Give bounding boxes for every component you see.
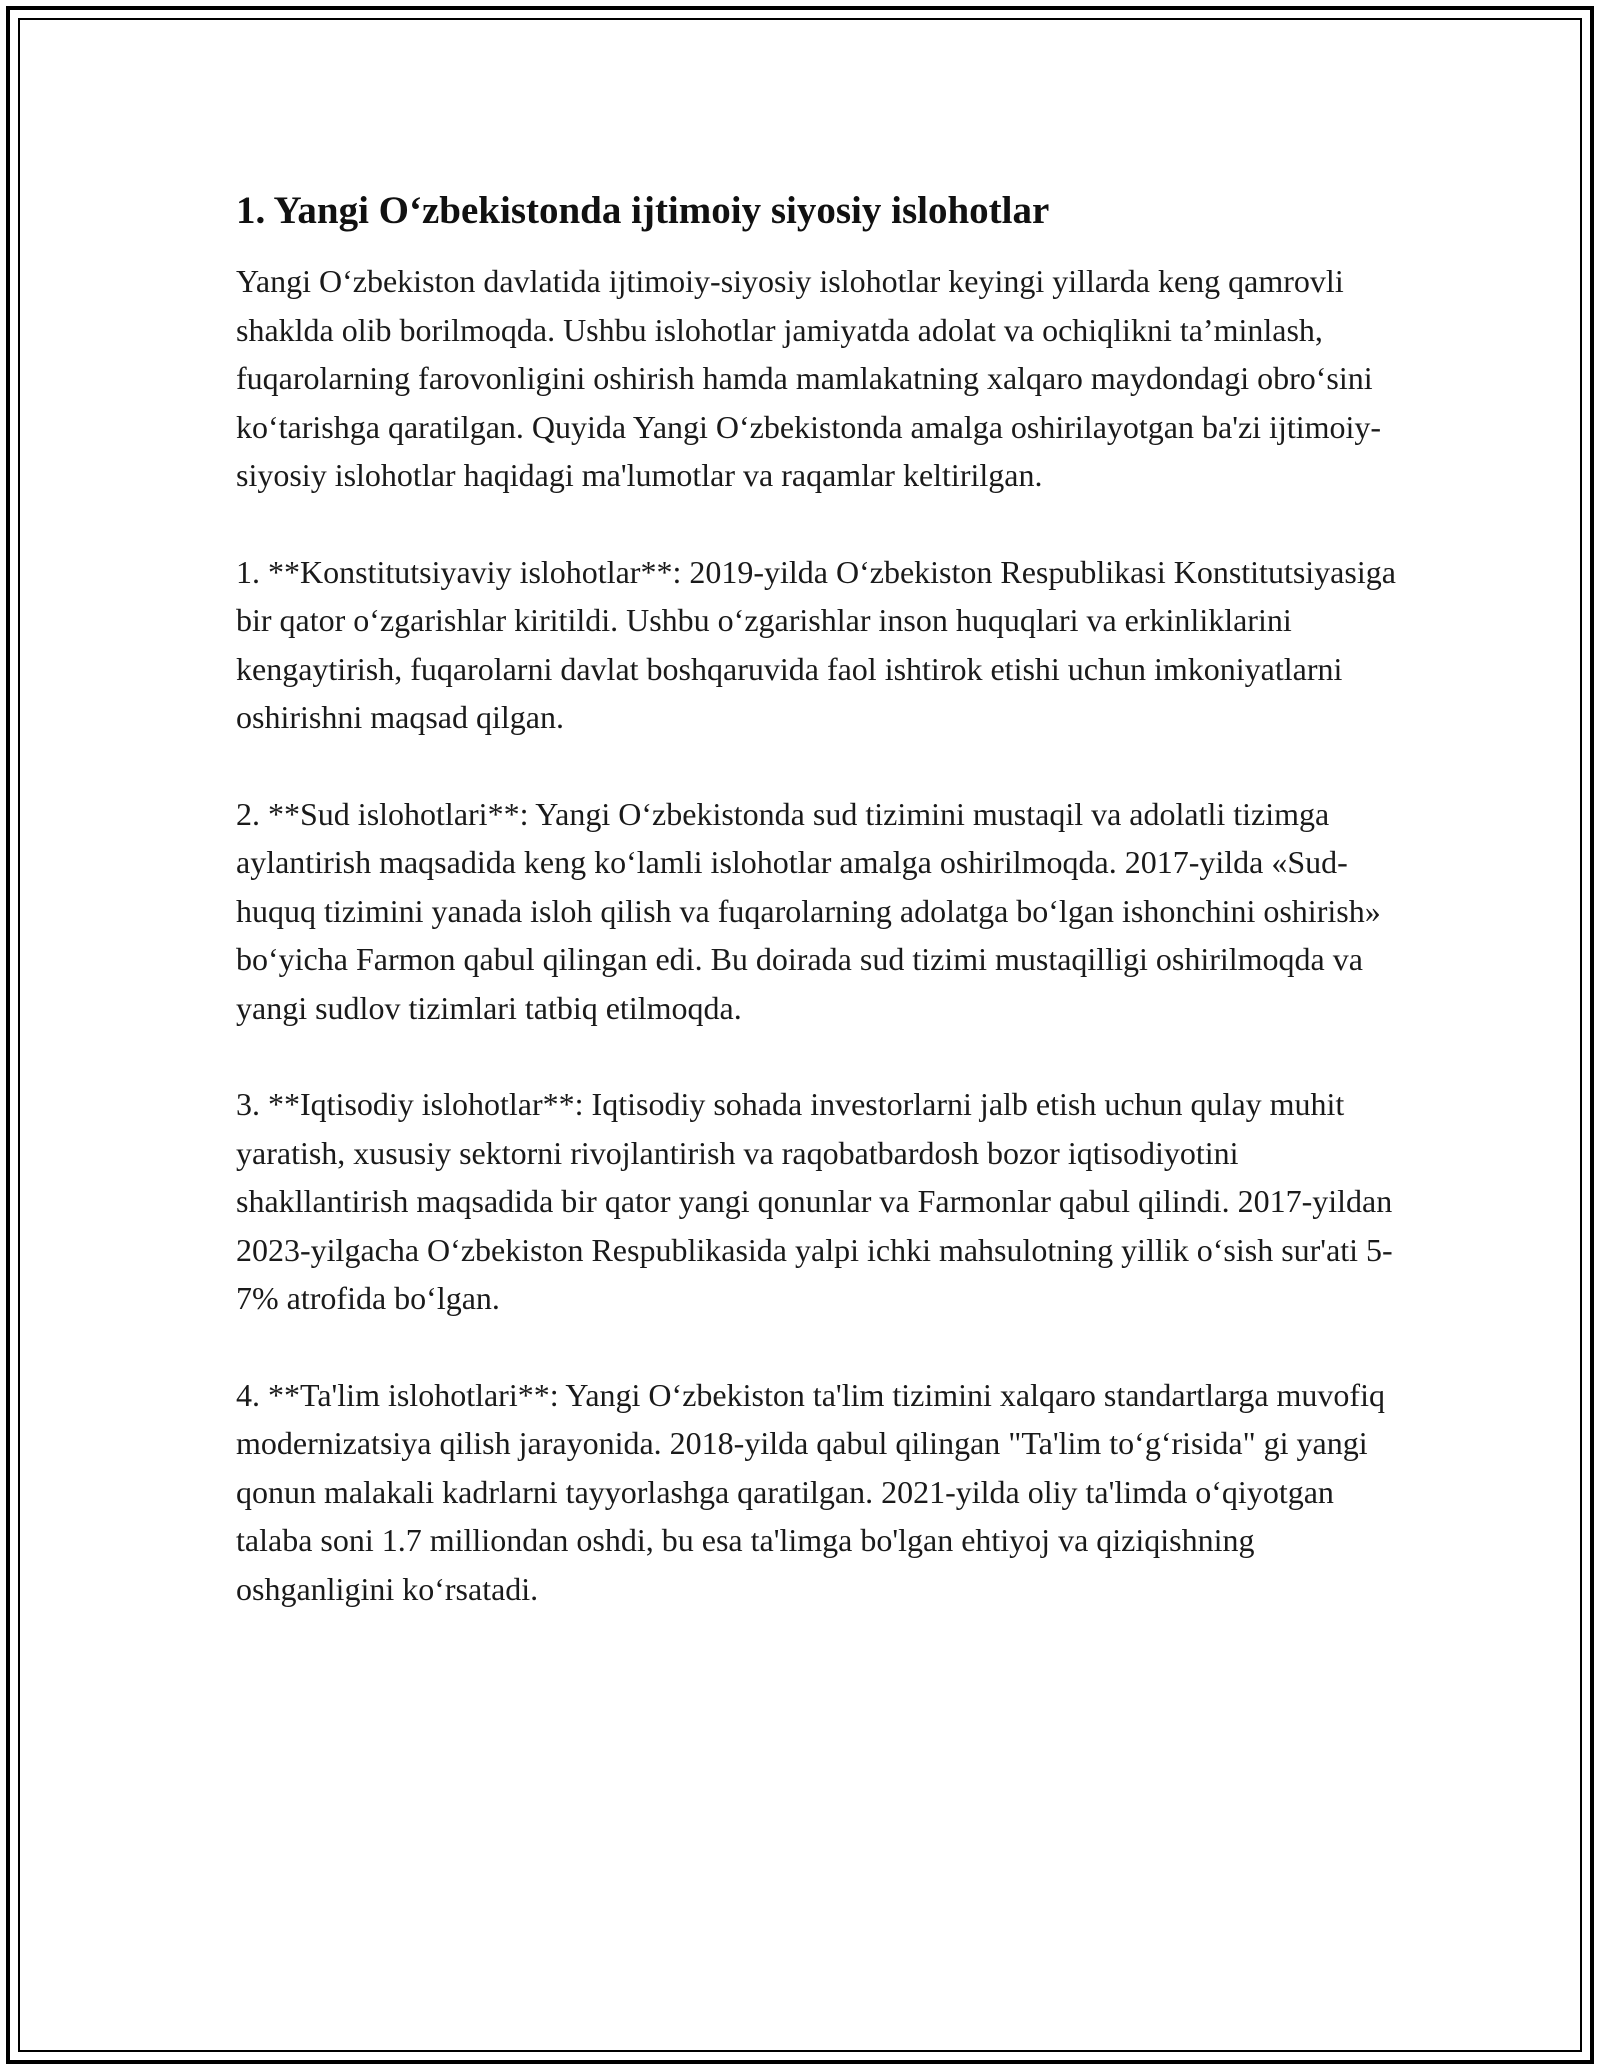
document-title: 1. Yangi O‘zbekistonda ijtimoiy siyosiy islohotlar: [236, 189, 1050, 232]
economic-reforms-paragraph: 3. **Iqtisodiy islohotlar**: Iqtisodiy sohada investorlarni jalb etish uchun qulay muhit yaratish, xususiy sektorni rivojlantirish va raqobatbardosh bozor iqtisodiyotini shakllantirish maqsadida bir qator yangi qonunlar va Farmonlar qabul qilindi. 2017-yildan 2023-yilgacha O‘zbekiston Respublikasida yalpi ichki mahsulotning yillik o‘sish sur'ati 5-7% atrofida bo‘lgan.: [236, 1086, 1393, 1316]
constitutional-reforms-paragraph: 1. **Konstitutsiyaviy islohotlar**: 2019-yilda O‘zbekiston Respublikasi Konstitutsiyasiga bir qator o‘zgarishlar kiritildi. Ushbu o‘zgarishlar inson huquqlari va erkinliklarini kengaytirish, fuqarolarni davlat boshqaruvida faol ishtirok etishi uchun imkoniyatlarni oshirishni maqsad qilgan.: [236, 553, 1396, 735]
intro-paragraph: Yangi O‘zbekiston davlatida ijtimoiy-siyosiy islohotlar keyingi yillarda keng qamrovli shaklda olib borilmoqda. Ushbu islohotlar jamiyatda adolat va ochiqlikni ta’minlash, fuqarolarning farovonligini oshirish hamda mamlakatning xalqaro maydondagi obro‘sini ko‘tarishga qaratilgan. Quyida Yangi O‘zbekistonda amalga oshirilayotgan ba'zi ijtimoiy-siyosiy islohotlar haqidagi ma'lumotlar va raqamlar keltirilgan.: [236, 263, 1382, 493]
judicial-reforms-paragraph: 2. **Sud islohotlari**: Yangi O‘zbekistonda sud tizimini mustaqil va adolatli tizimga aylantirish maqsadida keng ko‘lamli islohotlar amalga oshirilmoqda. 2017-yilda «Sud-huquq tizimini yanada isloh qilish va fuqarolarning adolatga bo‘lgan ishonchini oshirish» bo‘yicha Farmon qabul qilingan edi. Bu doirada sud tizimi mustaqilligi oshirilmoqda va yangi sudlov tizimlari tatbiq etilmoqda.: [236, 795, 1381, 1026]
education-reforms-paragraph: 4. **Ta'lim islohotlari**: Yangi O‘zbekiston ta'lim tizimini xalqaro standartlarga muvofiq modernizatsiya qilish jarayonida. 2018-yilda qabul qilingan "Ta'lim to‘g‘risida" gi yangi qonun malakali kadrlarni tayyorlashga qaratilgan. 2021-yilda oliy ta'limda o‘qiyotgan talaba soni 1.7 milliondan oshdi, bu esa ta'limga bo'lgan ehtiyoj va qiziqishning oshganligini ko‘rsatadi.: [236, 1376, 1385, 1607]
document-body: [236, 185, 1396, 1661]
